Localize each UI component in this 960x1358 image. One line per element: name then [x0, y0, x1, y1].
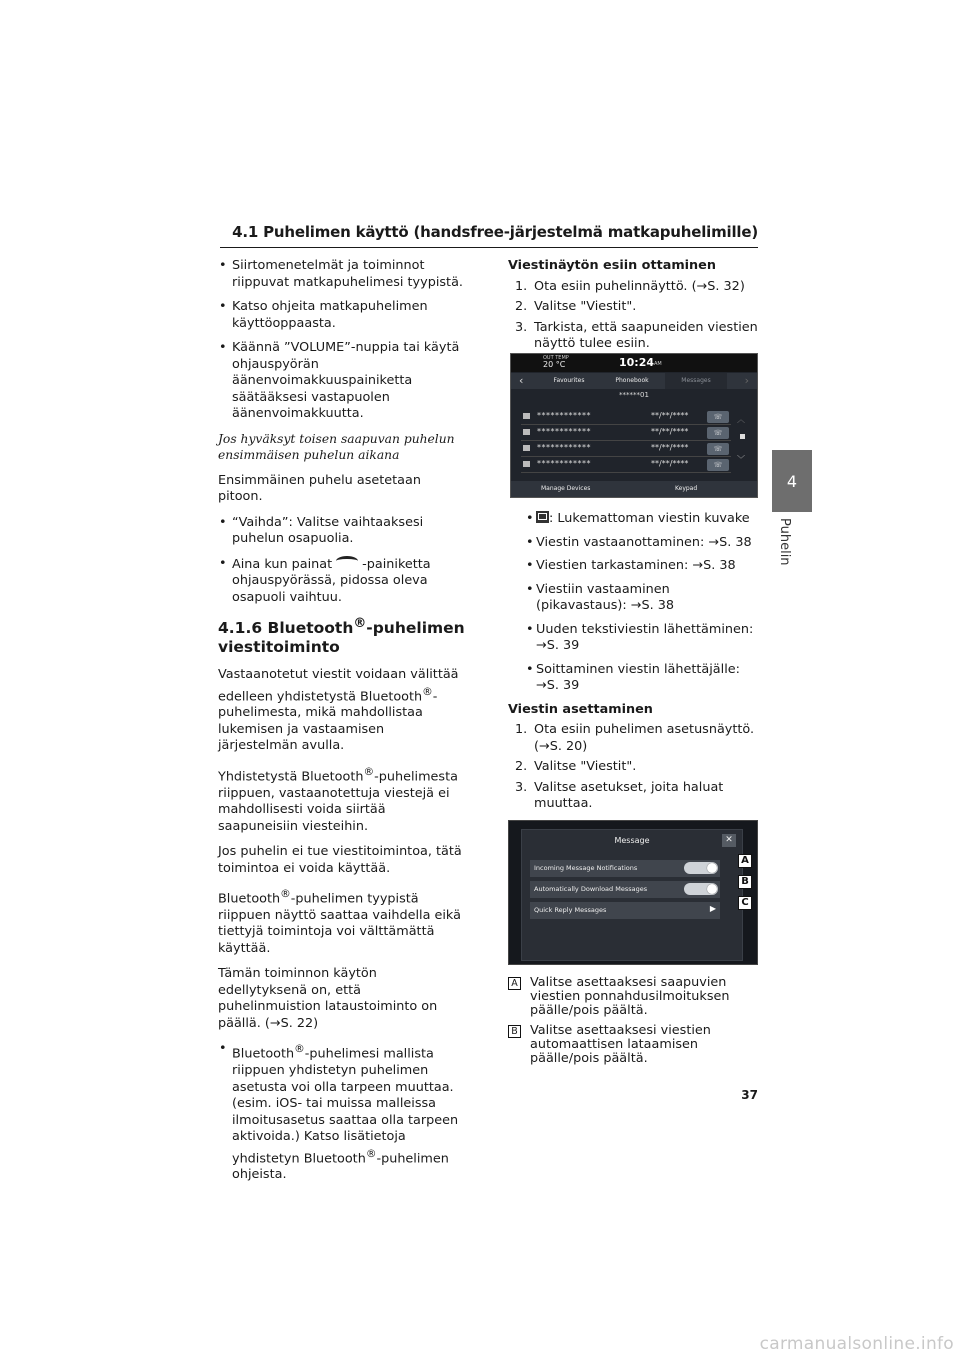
phone-button-icon [336, 556, 358, 566]
callout-letter: B [508, 1025, 521, 1038]
manage-devices-button[interactable]: Manage Devices [541, 485, 591, 492]
chapter-tab [772, 450, 812, 512]
callout-b: B Valitse asettaaksesi viestien automaattisen lataamisen päälle/pois päältä. [508, 1024, 758, 1066]
bullet-switch: • “Vaihda”: Valitse vaihtaaksesi puhelun osapuolia. [218, 515, 466, 548]
message-row[interactable]: ************ **/**/**** ☏ [521, 441, 731, 457]
call-icon[interactable]: ☏ [707, 459, 729, 471]
message-row[interactable]: ************ **/**/**** ☏ [521, 425, 731, 441]
setting-auto-download[interactable]: Automatically Download Messages [530, 881, 720, 898]
para-phonebook: Tämän toiminnon käytön edellytyksenä on, että puhelinmuistion lataustoiminto on päällä. (→S. 22) [218, 966, 438, 1031]
section-heading: 4.1.6 Bluetooth®-puhelimen viestitoiminto [218, 616, 465, 657]
read-message-icon [523, 429, 530, 435]
scroll-down-icon[interactable]: ﹀ [737, 455, 745, 464]
step: 3. Tarkista, että saapuneiden viestien näyttö tulee esiin. [515, 319, 758, 351]
scrollbar[interactable] [737, 414, 749, 474]
call-icon[interactable]: ☏ [707, 411, 729, 423]
keypad-button[interactable]: Keypad [675, 485, 698, 492]
status-bar: OUT TEMP 20 °C 10:24 AM [511, 354, 757, 372]
clock: 10:24 [619, 356, 655, 369]
auto-download-toggle[interactable] [684, 883, 718, 895]
read-message-icon [523, 461, 530, 467]
message-row[interactable]: ************ **/**/**** ☏ [521, 457, 731, 473]
sub-bullet: • Soittaminen viestin lähettäjälle: →S. 39 [508, 662, 758, 695]
tab-phonebook[interactable]: Phonebook [615, 377, 649, 384]
right-column-middle [508, 511, 758, 817]
callout-letter: A [508, 977, 521, 990]
notifications-toggle[interactable] [684, 862, 718, 874]
left-column [218, 258, 466, 1192]
bullet-transfer: • Siirtomenetelmät ja toiminnot riippuvat matkapuhelimesi tyypistä. [218, 258, 466, 291]
step: 2. Valitse "Viestit". [515, 759, 637, 774]
para-varies: Bluetooth®-puhelimen tyypistä riippuen näyttö saattaa vaihdella eikä tiettyjä toimintoja voi välttämättä käyttää. [218, 887, 461, 956]
phone-tabs [511, 373, 757, 389]
bullet-press: • Aina kun painat -painiketta ohjauspyörässä, pidossa oleva osapuoli vaihtuu. [218, 556, 466, 607]
watermark: carmanualsonline.info [759, 1334, 954, 1354]
unread-message-icon [536, 511, 549, 523]
chapter-title: 4.1 Puhelimen käyttö (handsfree-järjestelmä matkapuhelimille) [232, 223, 758, 241]
bottom-bar [511, 481, 757, 497]
setting-incoming-notifications[interactable]: Incoming Message Notifications [530, 860, 720, 877]
callout-badge-a: A [738, 854, 752, 868]
callout-badge-b: B [738, 875, 752, 889]
sub-bullet: • Uuden tekstiviestin lähettäminen: →S. 39 [508, 622, 758, 655]
call-icon[interactable]: ☏ [707, 443, 729, 455]
device-name: ******01 [619, 391, 649, 399]
chevron-right-icon: ▶ [709, 904, 716, 913]
read-message-icon [523, 445, 530, 451]
right-column-top [508, 258, 758, 357]
call-icon[interactable]: ☏ [707, 427, 729, 439]
chapter-tab-label: Puhelin [777, 518, 792, 566]
scroll-thumb[interactable] [740, 434, 745, 439]
panel-title: Message [614, 836, 650, 845]
step: 3. Valitse asetukset, joita haluat muuttaa. [515, 779, 724, 811]
bullet-volume: • Käännä ”VOLUME”-nuppia tai käytä ohjauspyörän äänenvoimakkuuspainiketta säätääksesi vastapuolen äänenvoimakkuutta. [218, 340, 466, 423]
close-icon[interactable]: ✕ [722, 834, 736, 847]
step: 1. Ota esiin puhelinnäyttö. (→S. 32) [515, 278, 745, 294]
sub-bullet: • Viestien tarkastaminen: →S. 38 [508, 558, 758, 575]
message-row[interactable]: ************ **/**/**** ☏ [521, 409, 731, 425]
italic-heading: Jos hyväksyt toisen saapuvan puhelun ensimmäisen puhelun aikana [218, 431, 455, 462]
tab-messages[interactable]: Messages [665, 373, 727, 389]
heading-message-settings: Viestin asettaminen [508, 701, 653, 717]
forward-icon[interactable]: › [744, 374, 749, 387]
step: 2. Valitse "Viestit". [515, 299, 637, 314]
chapter-number: 4 [786, 471, 798, 491]
bullet-model: • Bluetooth®-puhelimesi mallista riippuen yhdistetyn puhelimen asetusta voi olla tarpeen muuttaa. (esim. iOS- tai muissa malleissa ilmoitusasetus saattaa olla tarpeen aktivoida.) Katso lisätietoja yhdistetyn Bluetooth®-puhelimen ohjeista. [218, 1041, 466, 1184]
back-icon[interactable]: ‹ [519, 374, 524, 387]
callout-badge-c: C [738, 896, 752, 910]
para-first-call: Ensimmäinen puhelu asetetaan pitoon. [218, 472, 421, 504]
para-inbox: Yhdistetystä Bluetooth®-puhelimesta riippuen, vastaanotettuja viestejä ei mahdollisesti voida siirtää saapuneisiin viesteihin. [218, 764, 458, 834]
settings-panel [521, 829, 743, 961]
callout-a: A Valitse asettaaksesi saapuvien viestien ponnahdusilmoituksen päälle/pois päältä. [508, 976, 758, 1018]
icon-bullet: • : Lukemattoman viestin kuvake [508, 511, 758, 528]
step: 1. Ota esiin puhelimen asetusnäyttö. (→S. 20) [515, 722, 755, 754]
unread-message-icon [523, 413, 530, 419]
messages-screenshot [510, 353, 758, 498]
tab-favourites[interactable]: Favourites [553, 377, 585, 384]
para-forward: Vastaanotetut viestit voidaan välittää edelleen yhdistetystä Bluetooth®-puhelimesta, mikä mahdollistaa lukemisen ja vastaamisen järjestelmän avulla. [218, 667, 459, 754]
message-list [521, 409, 731, 473]
setting-quick-reply[interactable]: Quick Reply Messages ▶ [530, 902, 720, 919]
heading-message-screen: Viestinäytön esiin ottaminen [508, 258, 716, 273]
bullet-manual: • Katso ohjeita matkapuhelimen käyttöoppaasta. [218, 299, 466, 332]
sub-bullet: • Viestin vastaanottaminen: →S. 38 [508, 535, 758, 552]
scroll-up-icon[interactable]: ︿ [737, 415, 745, 424]
chapter-header [220, 222, 758, 248]
para-unsupported: Jos puhelin ei tue viestitoimintoa, tätä toimintoa ei voida käyttää. [218, 844, 462, 876]
message-settings-screenshot [508, 820, 758, 965]
page-number: 37 [741, 1088, 758, 1102]
sub-bullet: • Viestiin vastaaminen (pikavastaus): →S. 38 [508, 582, 758, 615]
